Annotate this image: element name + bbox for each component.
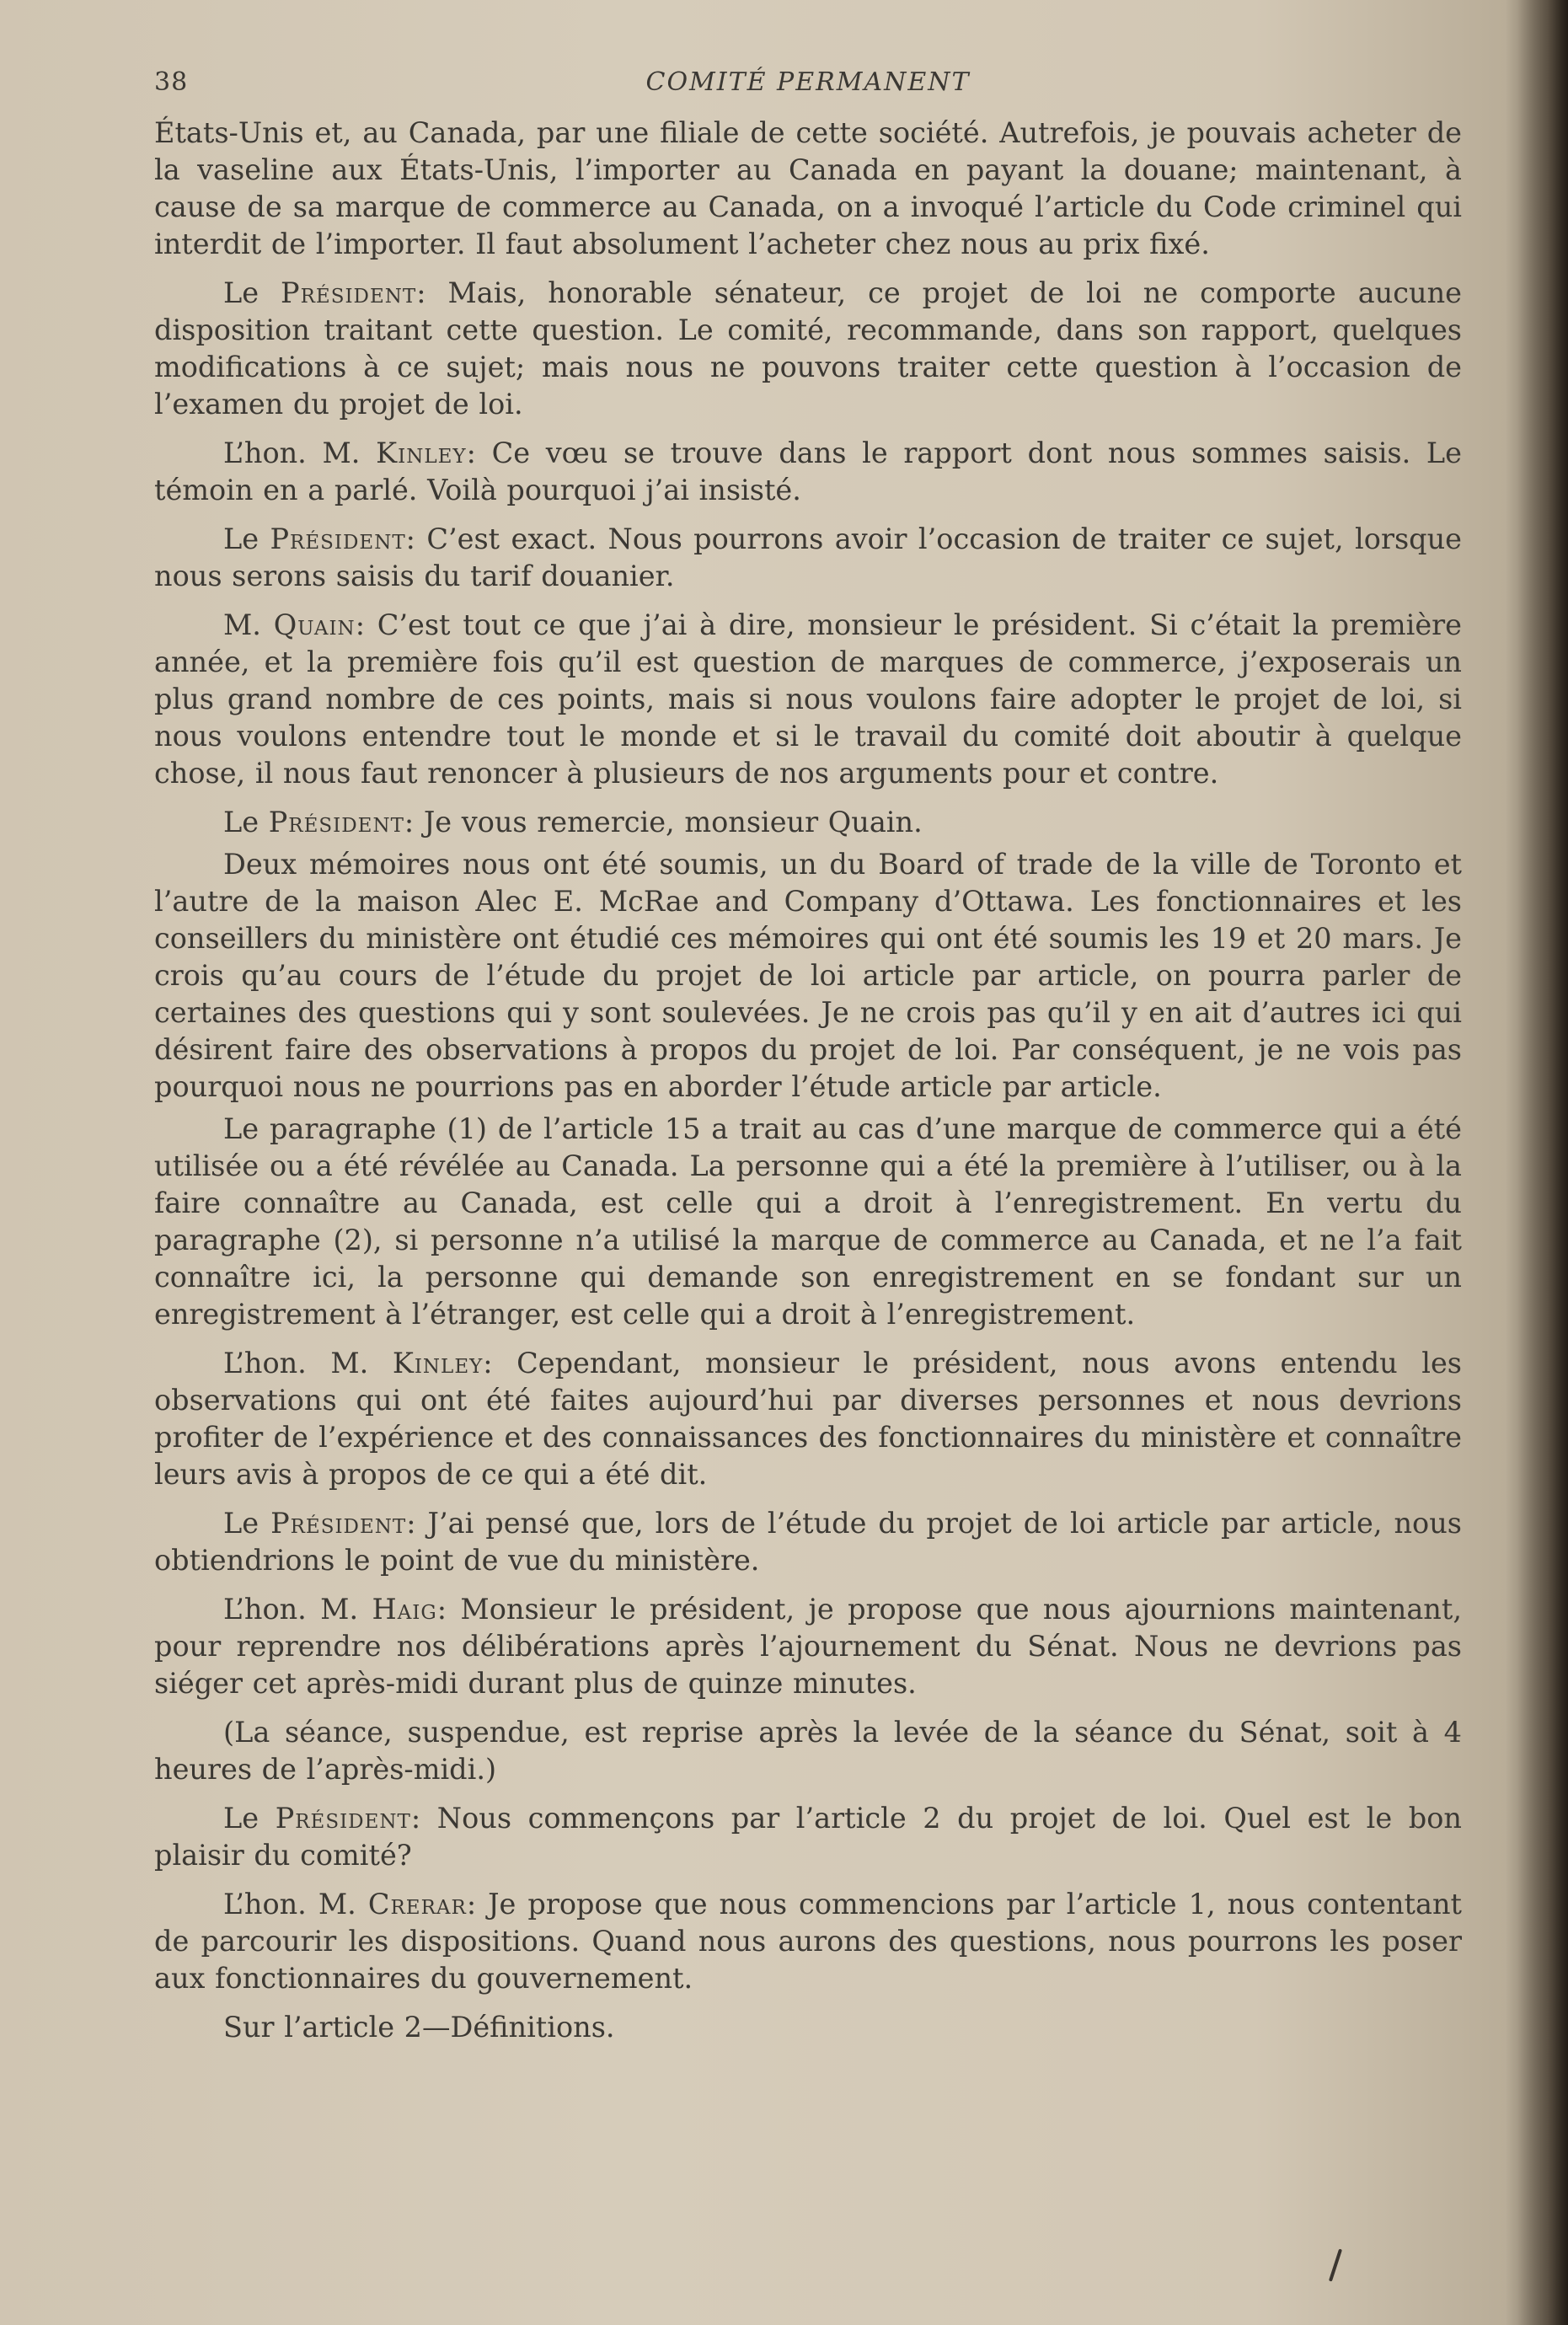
paragraph [154, 435, 1462, 509]
paragraph-text: Je propose que nous commencions par l’article 1, nous contentant de parcourir les dispositions. Quand nous aurons des questions, nous pourrons les poser aux fonctionnaires du gouvernement. [154, 1888, 1462, 1995]
speaker-prefix: Le [223, 522, 270, 555]
speaker-prefix: Le [223, 276, 281, 309]
paragraph-text: C’est exact. Nous pourrons avoir l’occasion de traiter ce sujet, lorsque nous serons saisis du tarif douanier. [154, 522, 1462, 592]
speaker-suffix: : [406, 1507, 428, 1540]
speaker-prefix: M. [223, 608, 274, 641]
paragraph [154, 1591, 1462, 1702]
paragraph-text: J’ai pensé que, lors de l’étude du projet de loi article par article, nous obtiendrions le point de vue du ministère. [154, 1507, 1462, 1577]
speaker-name: Président [270, 522, 406, 555]
speaker-prefix: L’hon. M. [223, 1888, 368, 1921]
paragraph [154, 1800, 1462, 1874]
paragraph [154, 521, 1462, 595]
speaker-name: Président [281, 276, 417, 309]
document-page [154, 59, 1462, 2051]
speaker-suffix: : [405, 522, 427, 555]
paragraph-text: Je vous remercie, monsieur Quain. [423, 806, 923, 838]
paragraph [154, 115, 1462, 263]
speaker-prefix: Le [223, 1802, 276, 1835]
book-spine-shadow [1517, 0, 1568, 2325]
speaker-suffix: : [410, 1802, 437, 1835]
paragraph-text: Le paragraphe (1) de l’article 15 a trait au cas d’une marque de commerce qui a été utilisée ou a été révélée au Canada. La personne qui a été la première à l’utiliser, ou à la faire connaître au Canada, est celle qui a droit à l’enregistrement. En vertu du paragraphe (2), si personne n’a utilisé la marque de commerce au Canada, et ne l’a fait connaître ici, la personne qui demande son enregistrement en se fondant sur un enregistrement à l’étranger, est celle qui a droit à l’enregistrement. [154, 1112, 1462, 1331]
header-title: COMITÉ PERMANENT [645, 67, 971, 97]
running-header [154, 59, 1462, 110]
paragraph [154, 1505, 1462, 1579]
paragraph-text: (La séance, suspendue, est reprise après la levée de la séance du Sénat, soit à 4 heures de l’après-midi.) [154, 1716, 1462, 1786]
paragraph [154, 2009, 1462, 2046]
speaker-suffix: : [436, 1593, 461, 1626]
speaker-prefix: Le [223, 1507, 271, 1540]
speaker-suffix: : [355, 608, 377, 641]
paragraph-text: Ce vœu se trouve dans le rapport dont nous sommes saisis. Le témoin en a parlé. Voilà pourquoi j’ai insisté. [154, 437, 1463, 506]
paragraph [154, 607, 1462, 792]
speaker-name: Haig [372, 1593, 437, 1626]
paragraph [154, 804, 1462, 841]
paragraph-text: C’est tout ce que j’ai à dire, monsieur le président. Si c’était la première année, et la première fois qu’il est question de marques de commerce, j’exposerais un plus grand nombre de ces points, mais si nous voulons faire adopter le projet de loi, si nous voulons entendre tout le monde et si le travail du comité doit aboutir à quelque chose, il nous faut renoncer à plusieurs de nos arguments pour et contre. [154, 608, 1463, 790]
page-number: 38 [154, 67, 189, 97]
paragraph [154, 1111, 1462, 1333]
speaker-suffix: : [416, 276, 448, 309]
speaker-suffix: : [466, 1888, 489, 1921]
speaker-prefix: L’hon. M. [223, 437, 377, 469]
speaker-suffix: : [483, 1347, 517, 1379]
speaker-name: Quain [273, 608, 356, 641]
speaker-name: Kinley [392, 1347, 484, 1379]
speaker-name: Président [268, 806, 404, 838]
speaker-suffix: : [404, 806, 424, 838]
speaker-name: Crerar [367, 1888, 467, 1921]
speaker-suffix: : [466, 437, 492, 469]
paragraph [154, 1714, 1462, 1788]
paragraph-text: Sur l’article 2—Définitions. [223, 2011, 615, 2044]
paragraph-text: Monsieur le président, je propose que nous ajournions maintenant, pour reprendre nos délibérations après l’ajournement du Sénat. Nous ne devrions pas siéger cet après-midi durant plus de quinze minutes. [154, 1593, 1462, 1700]
speaker-name: Président [270, 1507, 407, 1540]
paragraph-text: Mais, honorable sénateur, ce projet de loi ne comporte aucune disposition traitant cette question. Le comité, recommande, dans son rapport, quelques modifications à ce sujet; mais nous ne pouvons traiter cette question à l’occasion de l’examen du projet de loi. [154, 276, 1462, 421]
paragraph-text: États-Unis et, au Canada, par une filiale de cette société. Autrefois, je pouvais acheter de la vaseline aux États-Unis, l’importer au Canada en payant la douane; maintenant, à cause de sa marque de commerce au Canada, on a invoqué l’article du Code criminel qui interdit de l’importer. Il faut absolument l’acheter chez nous au prix fixé. [154, 116, 1462, 260]
paragraph [154, 846, 1462, 1106]
paragraph [154, 1345, 1462, 1493]
speaker-prefix: L’hon. M. [223, 1347, 393, 1379]
paragraph-text: Cependant, monsieur le président, nous avons entendu les observations qui ont été faites aujourd’hui par diverses personnes et nous devrions profiter de l’expérience et des connaissances des fonctionnaires du ministère et connaître leurs avis à propos de ce qui a été dit. [154, 1347, 1462, 1491]
speaker-prefix: Le [223, 806, 269, 838]
paragraph [154, 275, 1462, 423]
speaker-prefix: L’hon. M. [223, 1593, 372, 1626]
paragraph [154, 1886, 1462, 1997]
speaker-name: Président [275, 1802, 411, 1835]
paragraph-text: Nous commençons par l’article 2 du projet de loi. Quel est le bon plaisir du comité? [154, 1802, 1462, 1872]
paragraph-text: Deux mémoires nous ont été soumis, un du Board of trade de la ville de Toronto et l’autre de la maison Alec E. McRae and Company d’Ottawa. Les fonctionnaires et les conseillers du ministère ont étudié ces mémoires qui ont été soumis les 19 et 20 mars. Je crois qu’au cours de l’étude du projet de loi article par article, on pourra parler de certaines des questions qui y sont soulevées. Je ne crois pas qu’il y en ait d’autres ici qui désirent faire des observations à propos du projet de loi. Par conséquent, je ne vois pas pourquoi nous ne pourrions pas en aborder l’étude article par article. [154, 848, 1462, 1103]
speaker-name: Kinley [376, 437, 467, 469]
